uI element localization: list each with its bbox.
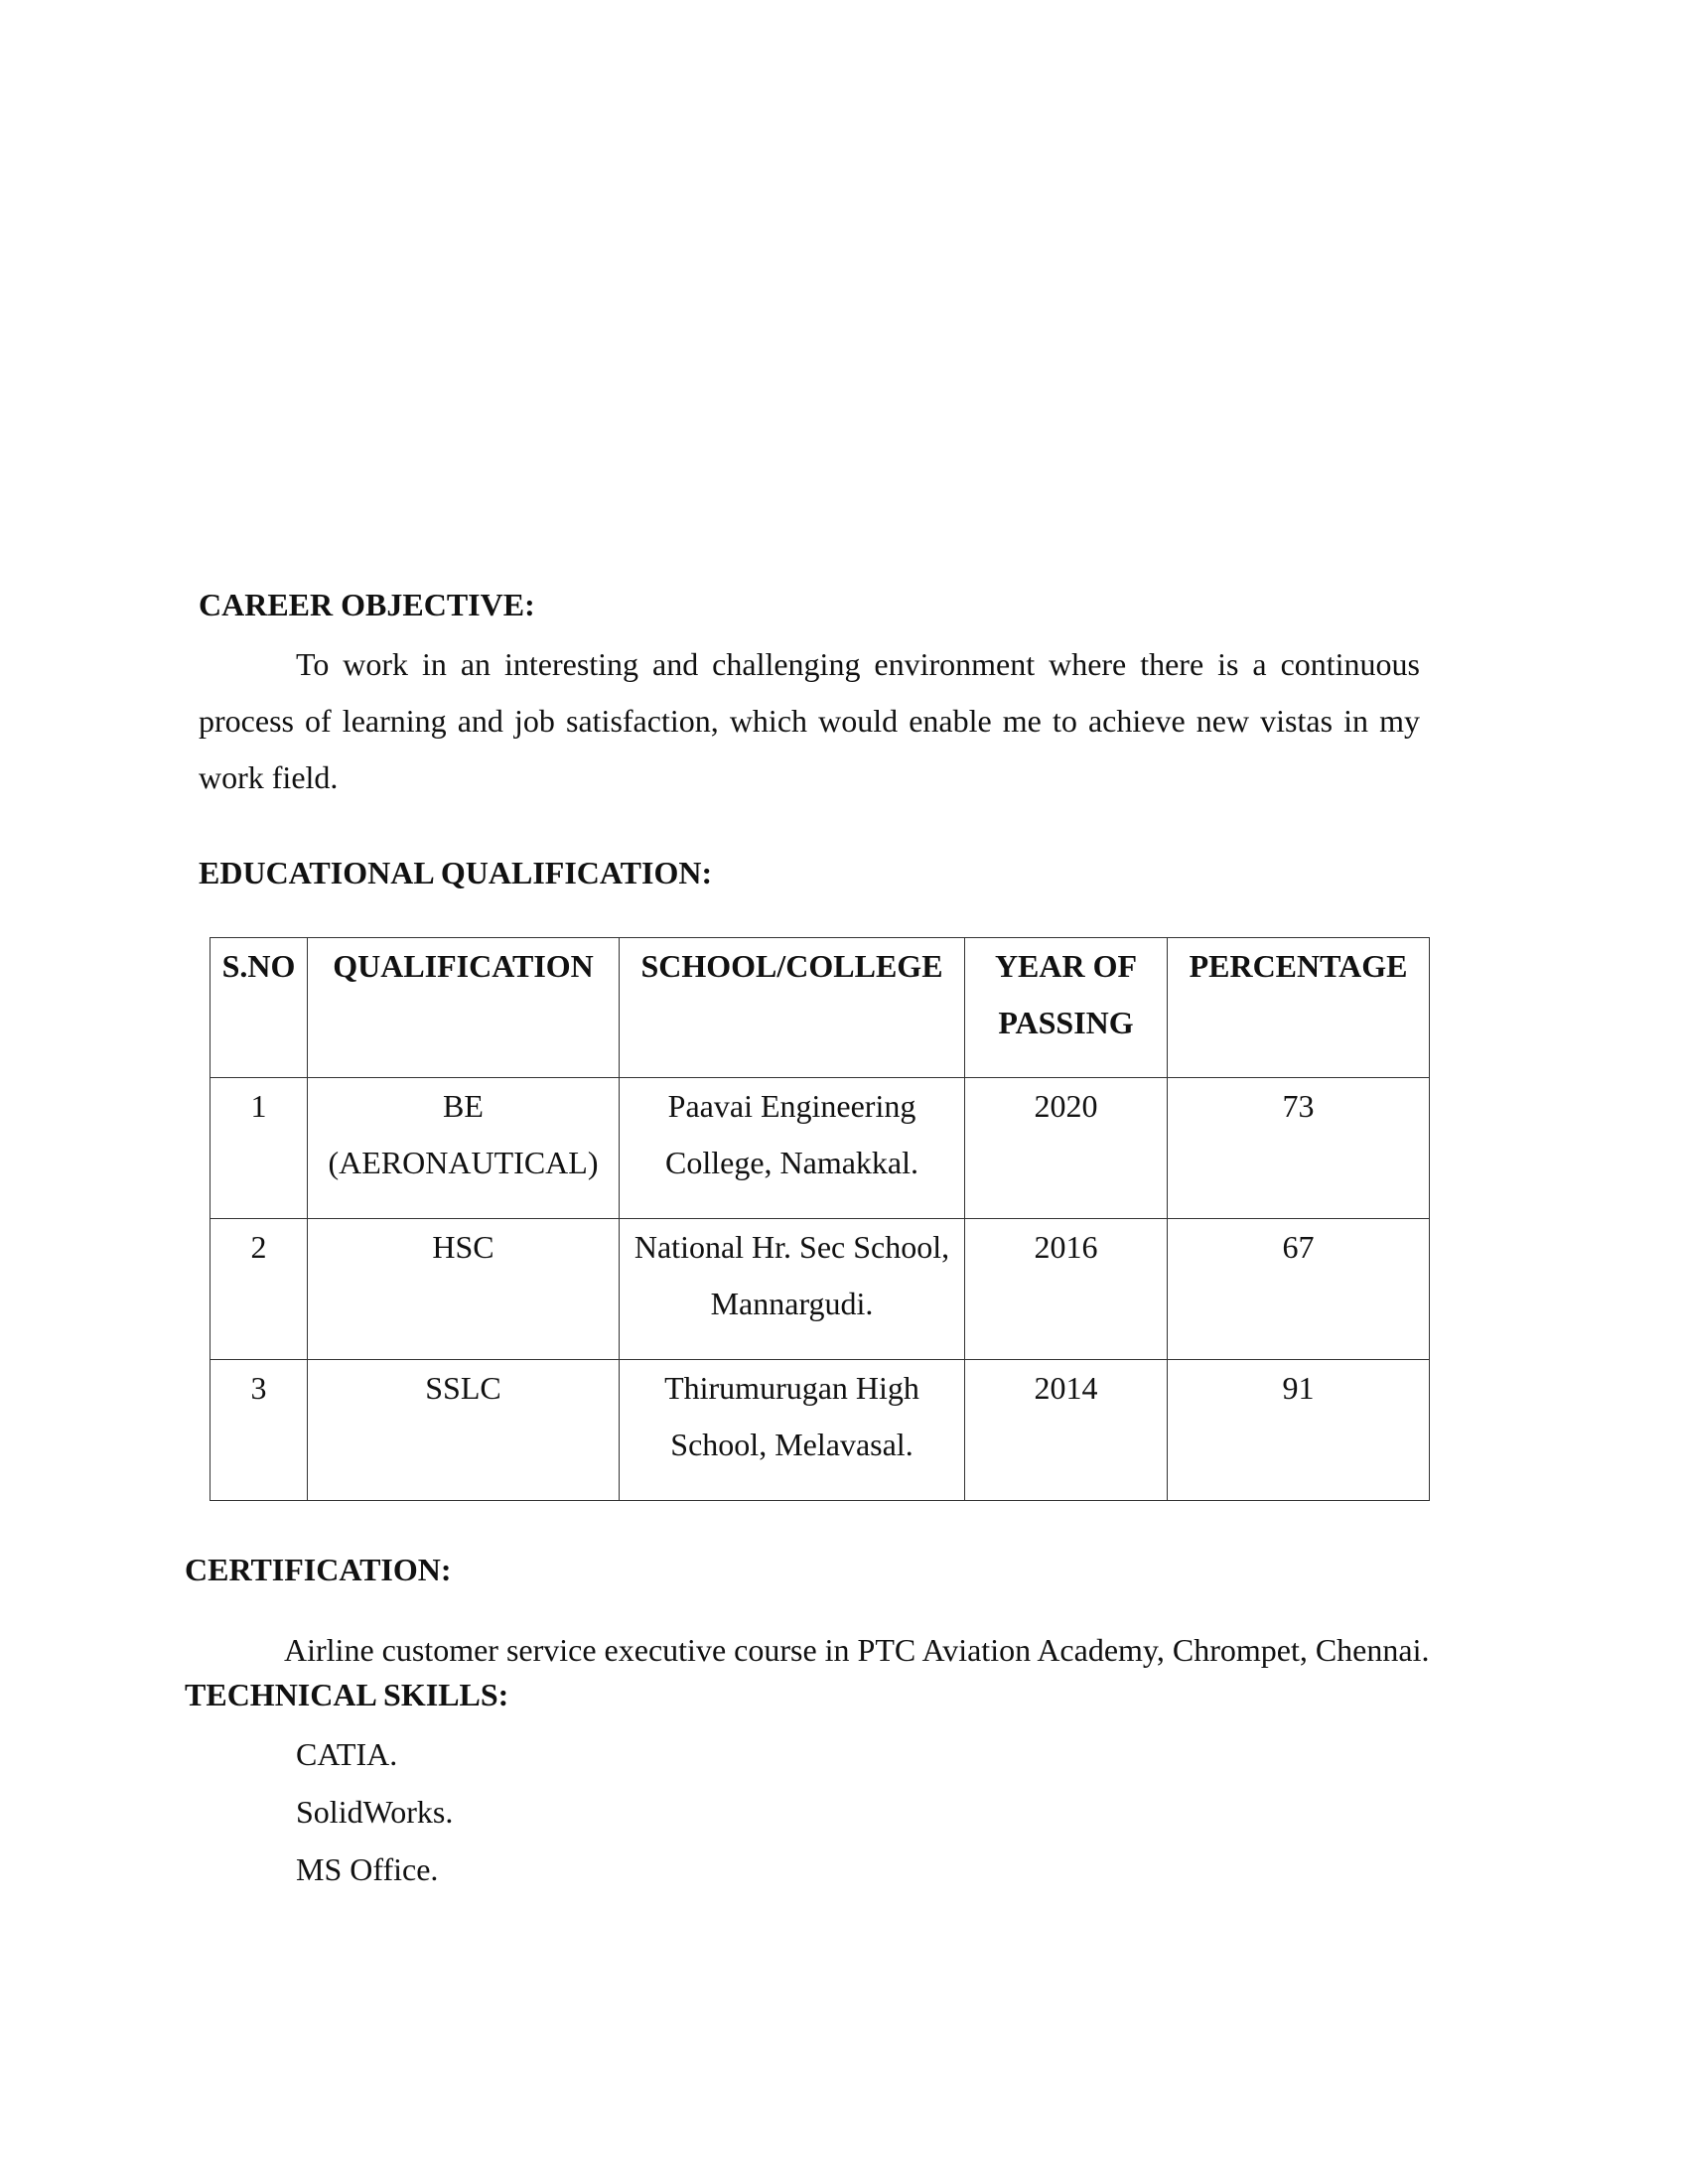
- cell-sno: 1: [211, 1078, 308, 1219]
- cell-percentage: 91: [1168, 1360, 1430, 1501]
- skill-item: SolidWorks.: [296, 1794, 454, 1830]
- technical-skills-heading: TECHNICAL SKILLS:: [185, 1677, 509, 1712]
- table-row: [211, 1219, 1430, 1360]
- cell-qualification: BE (AERONAUTICAL): [308, 1078, 620, 1219]
- education-table: [210, 937, 1430, 1501]
- cell-school: Paavai Engineering College, Namakkal.: [620, 1078, 965, 1219]
- table-row: [211, 1078, 1430, 1219]
- cell-percentage: 73: [1168, 1078, 1430, 1219]
- career-objective-heading: CAREER OBJECTIVE:: [199, 587, 535, 622]
- cell-sno: 2: [211, 1219, 308, 1360]
- cell-qualification: HSC: [308, 1219, 620, 1360]
- column-header-percentage: PERCENTAGE: [1168, 938, 1430, 1078]
- cell-school: National Hr. Sec School, Mannargudi.: [620, 1219, 965, 1360]
- certification-text: Airline customer service executive course in PTC Aviation Academy, Chrompet, Chennai.: [284, 1632, 1430, 1668]
- certification-heading: CERTIFICATION:: [185, 1552, 452, 1587]
- column-header-school: SCHOOL/COLLEGE: [620, 938, 965, 1078]
- cell-qualification: SSLC: [308, 1360, 620, 1501]
- table-header-row: [211, 938, 1430, 1078]
- skill-item: CATIA.: [296, 1736, 398, 1772]
- cell-year: 2016: [965, 1219, 1168, 1360]
- cell-year: 2020: [965, 1078, 1168, 1219]
- cell-sno: 3: [211, 1360, 308, 1501]
- career-objective-text: To work in an interesting and challenging environment where there is a continuous process of learning and job satisfaction, which would enable me to achieve new vistas in my work field.: [199, 646, 1420, 795]
- column-header-qualification: QUALIFICATION: [308, 938, 620, 1078]
- cell-year: 2014: [965, 1360, 1168, 1501]
- technical-skills-list: [296, 1725, 453, 1898]
- skill-item: MS Office.: [296, 1851, 439, 1887]
- column-header-year: YEAR OF PASSING: [965, 938, 1168, 1078]
- cell-school: Thirumurugan High School, Melavasal.: [620, 1360, 965, 1501]
- column-header-sno: S.NO: [211, 938, 308, 1078]
- educational-qualification-heading: EDUCATIONAL QUALIFICATION:: [199, 855, 713, 890]
- table-row: [211, 1360, 1430, 1501]
- cell-percentage: 67: [1168, 1219, 1430, 1360]
